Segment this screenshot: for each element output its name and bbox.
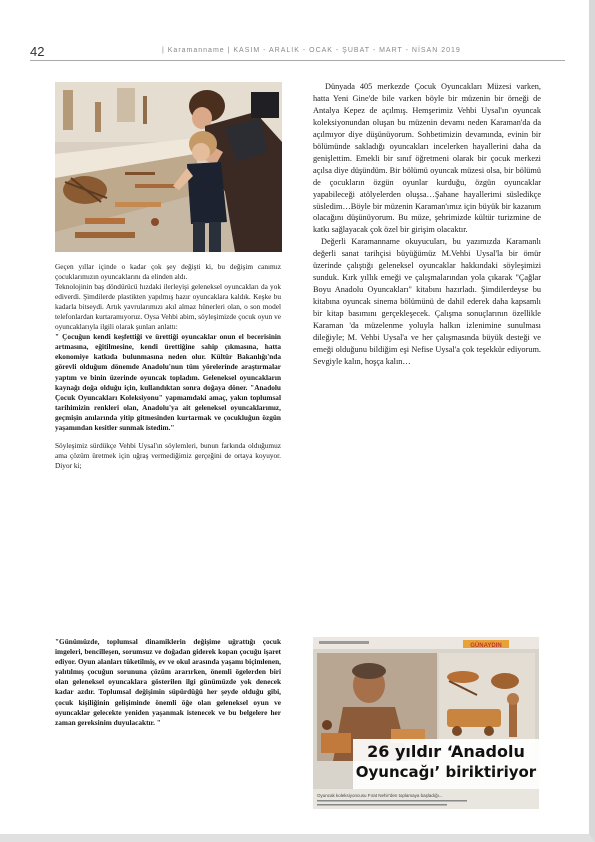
page-header — [30, 46, 565, 60]
paragraph-museum: Dünyada 405 merkezde Çocuk Oyuncakları Müzesi varken, hatta Yeni Gine'de bile varken böyle bir müzenin bir örneği de Antalya Kepez de açılmış. Hemşerimiz Vehbi Uysal'ın oyuncak koleksiyonundan oluşan bu müzenin devamı neden Karaman'da da açılmıyor diye düşünüyorum. Sohbetimizin devamında, evinin bir bölümünde sakladığı oyuncakları incelerken hayallerini daha da genişlettim. Emekli bir sınıf öğretmeni olarak bir çocuk merkezi açılsa diye düşündüm. Bir bölümü oyuncak müzesi olsa, bir bölümü de çocukların özgün oyunlar kurduğu, özgün oyuncaklar yapabileceği atölyelerden oluşsa…Şahane hayallerimi süsledikçe süsledim…Böyle bir müzenin Karaman'ımız için büyük bir kazanım olacağını düşünüyorum. Bu müze, şehrimizde kültür turizmine de katkı sağlayacak çok özel bir girişim olacaktır. — [313, 82, 541, 235]
clip-small-caption: Oyuncak koleksiyoncusu Fırat Nehir'den toplamaya başladığı... — [317, 793, 443, 798]
magazine-info: | Karamanname | KASIM - ARALIK - OCAK - ŞUBAT - MART - NİSAN 2019 — [162, 47, 461, 54]
paragraph-technology: Teknolojinin baş döndürücü hızdaki ilerleyişi geleneksel oyuncakları da yok ediverdi. Şimdilerde plastikten yapılmış hazır oyuncaklara kaldık. Keşke bu kadarla bitseydi. Artık yavrularımızı akıl almaz hünerleri olan, o son model telefonlardan kurtaramıyoruz. Oysa Vehbi abim, söyleşimizde çocuk oyun ve oyuncaklarıyla ilgili olarak şunları anlattı: — [55, 282, 281, 332]
page-number: 42 — [30, 44, 45, 59]
clip-tag: GÜNAYDIN — [470, 643, 502, 649]
left-column — [55, 262, 281, 471]
clip-headline-line1: 26 yıldır ‘Anadolu — [367, 742, 525, 761]
paragraph-closing: Değerli Karamanname okuyucuları, bu yazımızda Karamanlı değerli sanat tarihçisi büyüğümüz M.Vehbi Uysal'la bir ömür üzerinde çalıştığı geleneksel oyuncaklar hakkındaki söyleşimizi sunduk. Kırk yıllık emeği ve çalışmalarından yola çıkarak "Çağlar Boyu Anadolu Oyuncakları" kitabını hazırladı. Şimdilerdeyse bu kitabına oyuncak sinema bölümünü de dahil ederek daha kapsamlı bir kitap basımını gerçekleşecek. Çalışma sonuçlarının özellikle Karaman 'da müzelenme yoluyla halkın izlenimine sunulması dileğiyle; M. Vehbi Uysal'a ve her çalışmasında büyük desteği ve emeği olduğunu bildiğim eşi Nefise Uysal'a çok teşekkür ediyorum. Sevgiyle kalın, hoşça kalın… — [313, 237, 541, 366]
quote-vehbi-uysal-1: " Çocuğun kendi keşfettiği ve ürettiği oyuncaklar onun el becerisinin artmasına, eğitilmesine, kendi ürettiğine sahip çıkmasına, hatta ekonomiye katkıda bulunmasına neden olur. Kültür Bakanlığı'nda görevli olduğum dönemde Anadolu'nun tüm yörelerinde araştırmalar yaptım ve binin üzerinde oyuncak topladım. Geleneksel oyuncakların kaynağı doğa olduğu için, kullandıktan sonra doğaya döner. "Anadolu Çocuk Oyuncakları Koleksiyonu" yapmamdaki amaç, yakın toplumsal tarihimizin renkleri olan, Anadolu'ya ait geleneksel oyuncaklarımız, geçmişin anılarında yitip gitmesinden kurtarmak ve çocukluğun özgün yaşamından kesitler sunmak istedim." — [55, 332, 281, 432]
quote-vehbi-uysal-2: "Günümüzde, toplumsal dinamiklerin değişime uğrattığı çocuk imgeleri, bencilleşen, sorumsuz ve doğadan giderek kopan çocuğu işaret ediyor. Oyun alanları tüketilmiş, ev ve okul arasında yaşamı biçimlenen, yalıtılmış çocuğun sorununa çözüm ararırken, önemli ögelerden biri olan geleneksel oyuncaklara gösterilen ilgi günümüzde yok denecek kadar azdır. Toplumsal değişimin süpürdüğü her şeyde olduğu gibi, çocuk kişiliğinin gelişiminde önemli öğe olan geleneksel oyun ve oyuncaklar gelecekte yeniden yaşanmak istenecek ve bu belgelere her zaman gereksinim duyulacaktır. " — [55, 637, 281, 727]
paragraph-interview: Söyleşimiz sürdükçe Vehbi Uysal'ın söylemleri, bunun farkında olduğumuz ama çözüm üretmek için uğraş vermediğimiz gerçeğini de ortaya koyuyor. Diyor ki; — [55, 440, 281, 470]
right-column — [313, 81, 541, 368]
exhibition-photo — [55, 82, 282, 252]
photo-caption: Geçen yıllar içinde o kadar çok şey değişti ki, bu değişim canımız çocuklarımızın oyuncaklarını da elinden aldı. — [55, 262, 281, 282]
newspaper-clipping — [313, 637, 539, 809]
clip-headline-line2: Oyuncağı’ biriktiriyor — [355, 763, 537, 781]
header-rule — [30, 60, 565, 61]
